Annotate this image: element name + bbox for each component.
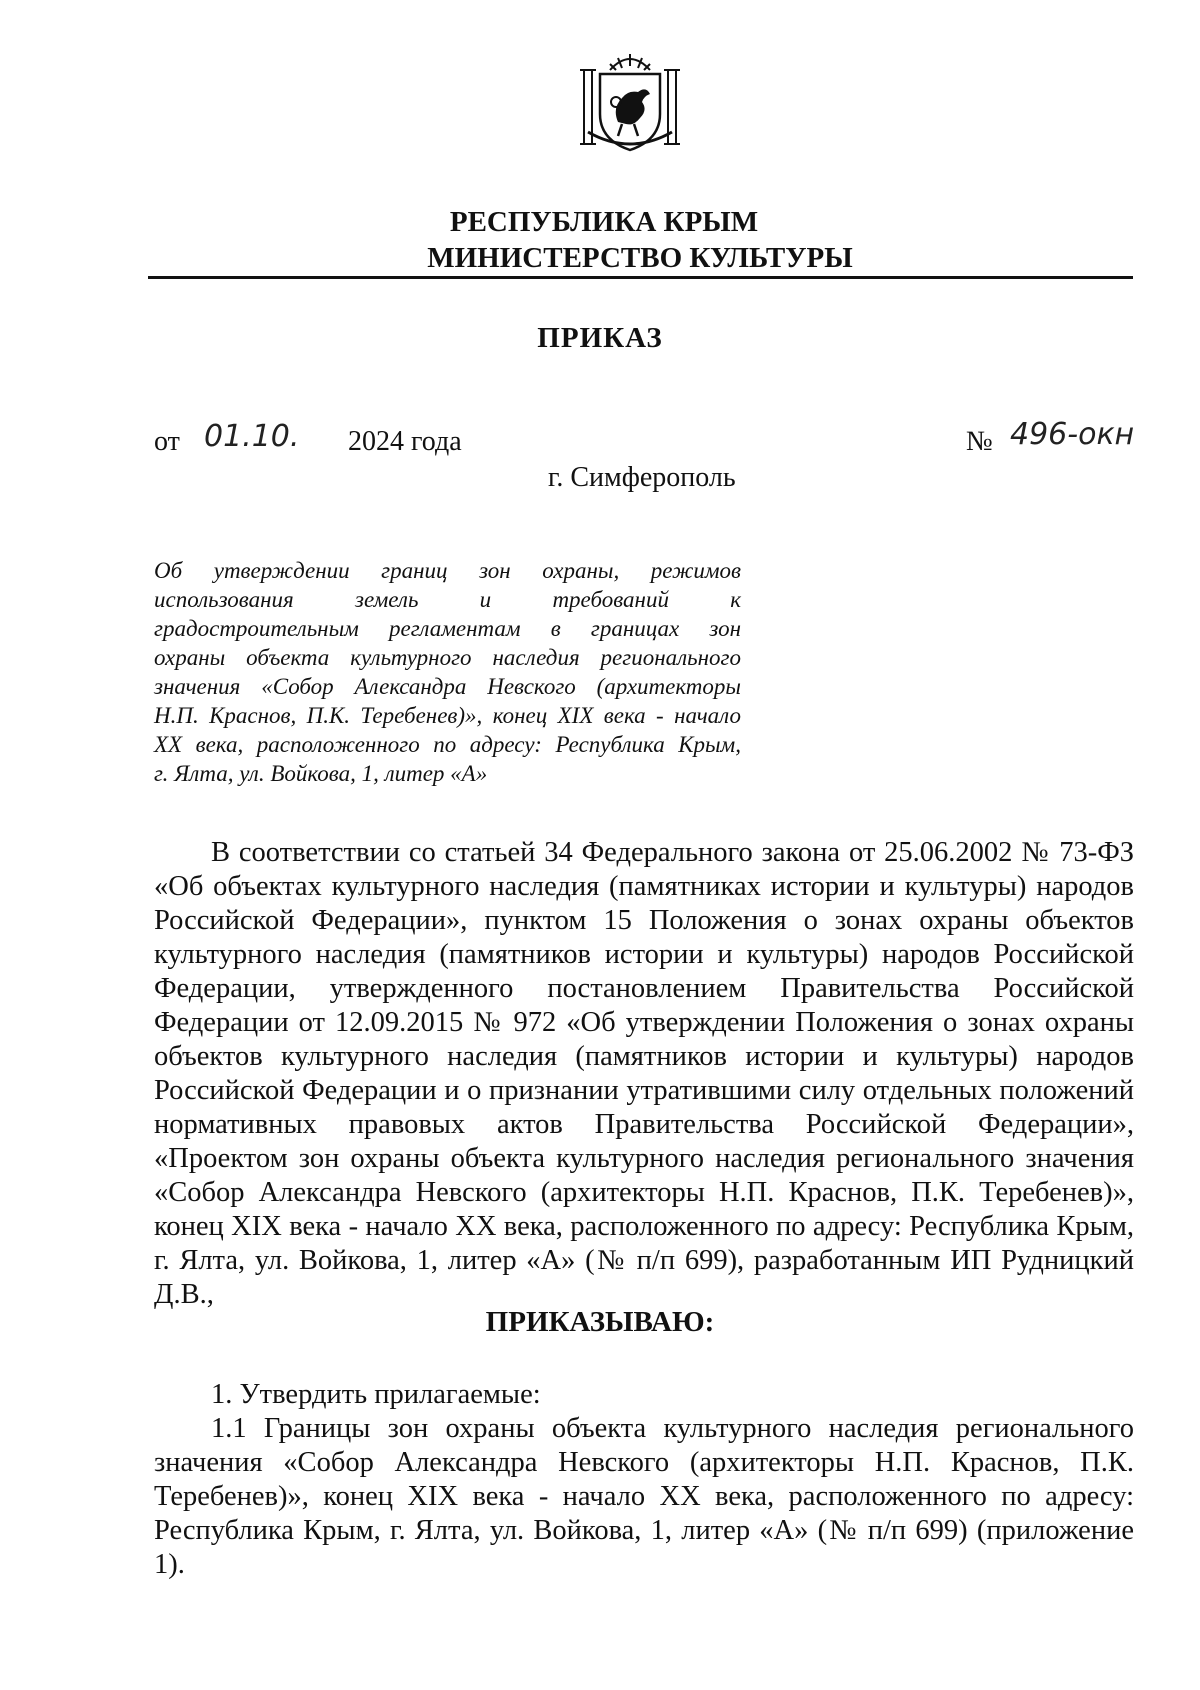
subject-line: градостроительным регламентам в границах зон [154,616,741,641]
header-divider [148,276,1133,279]
preamble-paragraph: В соответствии со статьей 34 Федерального закона от 25.06.2002 № 73-ФЗ «Об объектах культурного наследия (памятниках истории и культуры) народов Российской Федерации», пунктом 15 Положения о зонах охраны объектов культурного наследия (памятников истории и культуры) народов Российской Федерации, утвержденного постановлением Правительства Российской Федерации от 12.09.2015 № 972 «Об утверждении Положения о зонах охраны объектов культурного наследия (памятников истории и культуры) народов Российской Федерации и о признании утратившими силу отдельных положений нормативных правовых актов Правительства Российской Федерации», «Проектом зон охраны объекта культурного наследия регионального значения «Собор Александра Невского (архитекторы Н.П. Краснов, П.К. Теребенев)», конец XIX века - начало XX века, расположенного по адресу: Республика Крым, г. Ялта, ул. Войкова, 1, литер «А» (№ п/п 699), разработанным ИП Рудницкий Д.В., [154,837,1134,1310]
subject-line: Н.П. Краснов, П.К. Теребенев)», конец XIX века - начало [154,703,741,728]
subject-line: Об утверждении границ зон охраны, режимов [154,558,741,583]
order-items [154,1378,1134,1582]
org-line-ministry: МИНИСТЕРСТВО КУЛЬТУРЫ [427,242,853,274]
order-item: 1.1 Границы зон охраны объекта культурного наследия регионального значения «Собор Александра Невского (архитекторы Н.П. Краснов, П.К. Теребенев)», конец XIX века - начало XX века, расположенного по адресу: Республика Крым, г. Ялта, ул. Войкова, 1, литер «А» (№ п/п 699) (приложение 1). [154,1413,1134,1580]
subject-line: использования земель и требований к [154,587,741,612]
subject-line: значения «Собор Александра Невского (архитекторы [154,674,741,699]
document-type: ПРИКАЗ [537,322,663,354]
order-heading: ПРИКАЗЫВАЮ: [485,1306,715,1338]
city: г. Симферополь [548,462,736,493]
order-item: 1. Утвердить прилагаемые: [211,1379,541,1410]
subject-line: охраны объекта культурного наследия регионального [154,645,741,670]
date-prefix: от [154,426,180,457]
subject-line: XX века, расположенного по адресу: Республика Крым, [154,732,741,757]
preamble-block [154,836,1134,1312]
order-subject [154,556,741,788]
number-prefix: № [966,426,993,457]
org-line-republic: РЕСПУБЛИКА КРЫМ [449,206,759,238]
number-handwritten: 496-окн [1010,417,1135,452]
crimea-coat-of-arms-icon [578,52,682,156]
subject-line: г. Ялта, ул. Войкова, 1, литер «А» [154,761,488,786]
date-handwritten: 01.10. [204,419,300,454]
date-year: 2024 года [348,426,462,457]
